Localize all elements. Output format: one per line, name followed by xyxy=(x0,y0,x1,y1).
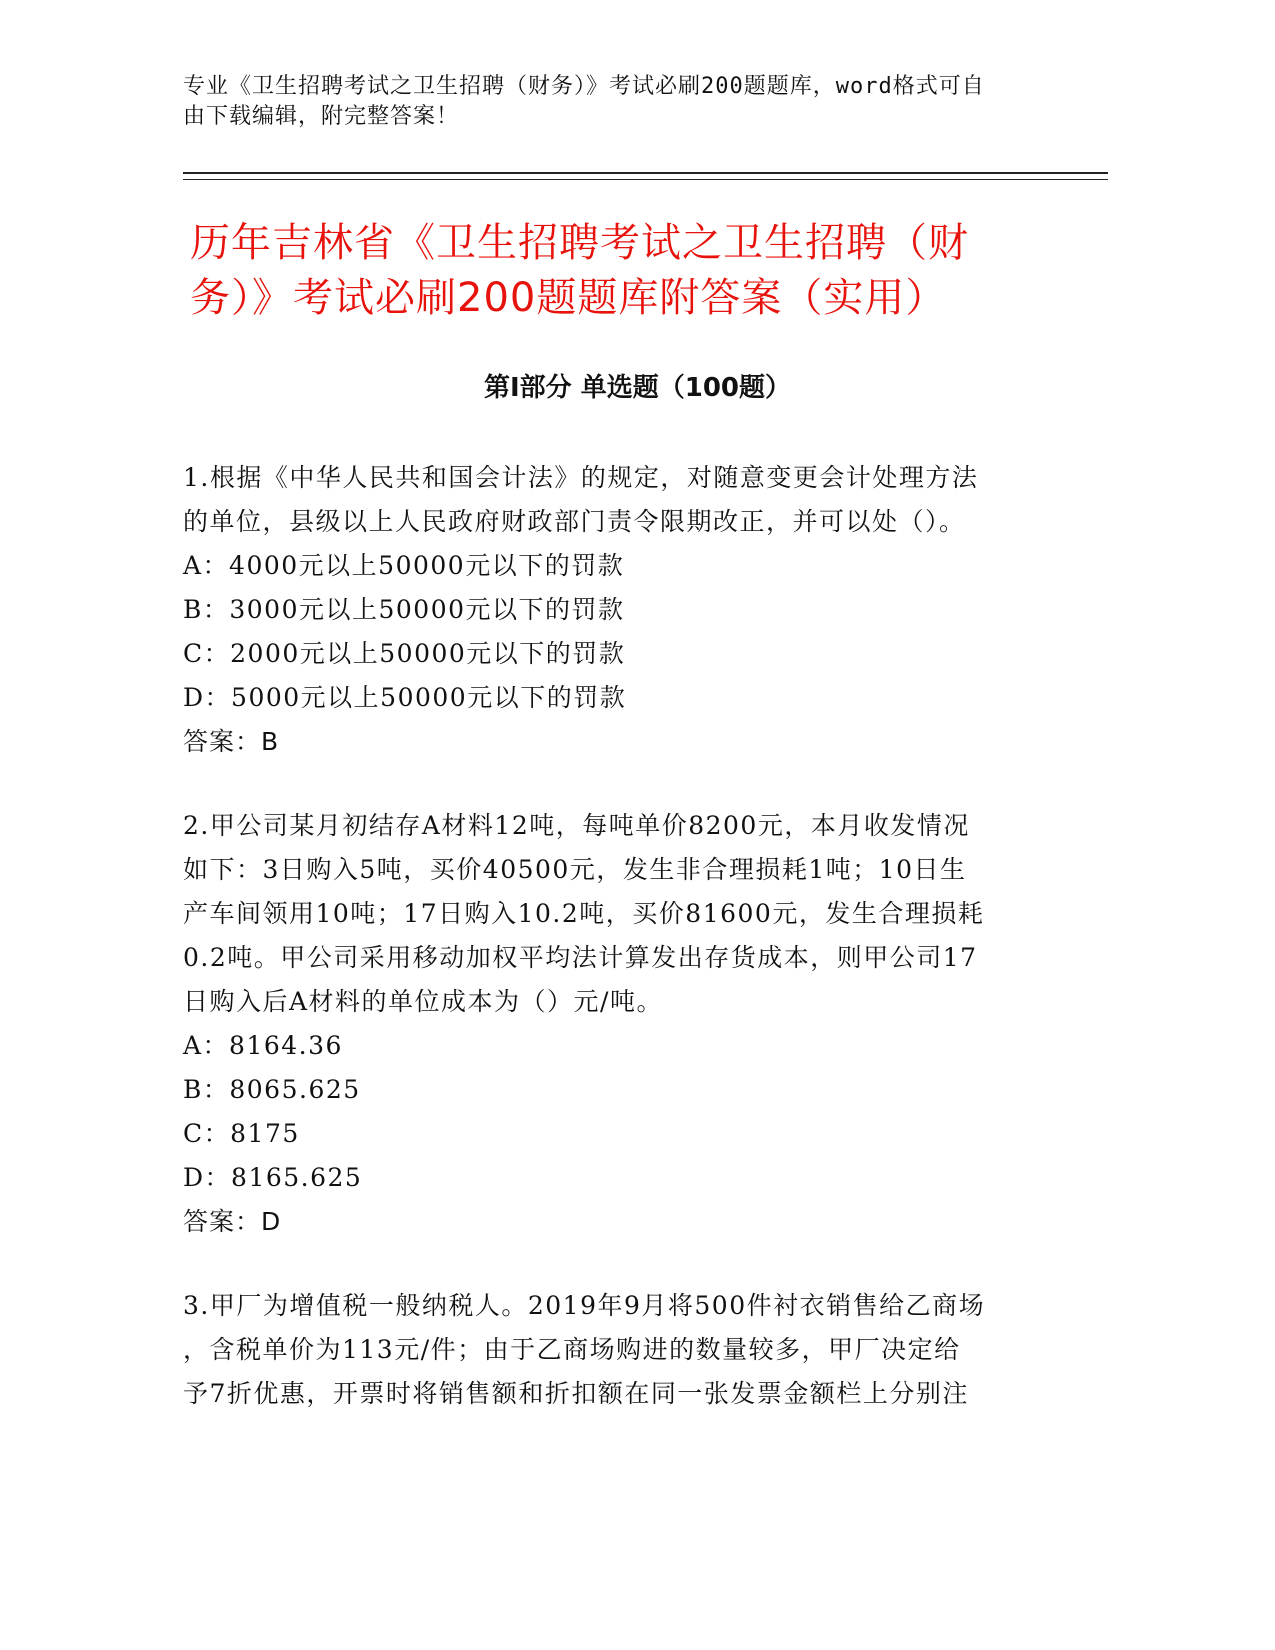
question-stem-line: 日购入后A材料的单位成本为（）元/吨。 xyxy=(183,987,663,1016)
question-stem-line: 1.根据《中华人民共和国会计法》的规定，对随意变更会计处理方法 xyxy=(183,463,979,492)
option-b: B：3000元以上50000元以下的罚款 xyxy=(183,595,625,624)
question-stem-line: 的单位，县级以上人民政府财政部门责令限期改正，并可以处（）。 xyxy=(183,507,966,536)
option-d: D：8165.625 xyxy=(183,1163,363,1192)
document-title-line: 务）》考试必刷200题题库附答案（实用） xyxy=(190,275,947,321)
question-stem-line: 2.甲公司某月初结存A材料12吨，每吨单价8200元，本月收发情况 xyxy=(183,811,970,840)
option-c: C：8175 xyxy=(183,1119,300,1148)
question-stem-line: 如下：3日购入5吨，买价40500元，发生非合理损耗1吨；10日生 xyxy=(183,855,967,884)
question-2 xyxy=(183,804,1028,1244)
question-1 xyxy=(183,456,1028,764)
question-stem-line: 0.2吨。甲公司采用移动加权平均法计算发出存货成本，则甲公司17 xyxy=(183,943,978,972)
option-b: B：8065.625 xyxy=(183,1075,361,1104)
document-title xyxy=(190,216,1050,326)
answer: 答案：D xyxy=(183,1207,282,1236)
question-stem-line: 产车间领用10吨；17日购入10.2吨，买价81600元，发生合理损耗 xyxy=(183,899,985,928)
header-note xyxy=(183,72,1063,132)
option-a: A：4000元以上50000元以下的罚款 xyxy=(183,551,625,580)
header-note-line: 专业《卫生招聘考试之卫生招聘（财务）》考试必刷200题题库，word格式可自 xyxy=(183,74,985,99)
option-d: D：5000元以上50000元以下的罚款 xyxy=(183,683,627,712)
header-divider-thin xyxy=(183,179,1108,180)
header-divider-thick xyxy=(183,172,1108,174)
question-stem-line: 予7折优惠，开票时将销售额和折扣额在同一张发票金额栏上分别注 xyxy=(183,1379,969,1408)
option-a: A：8164.36 xyxy=(183,1031,343,1060)
answer: 答案：B xyxy=(183,727,280,756)
question-stem-line: ，含税单价为113元/件；由于乙商场购进的数量较多，甲厂决定给 xyxy=(183,1335,961,1364)
document-title-line: 历年吉林省《卫生招聘考试之卫生招聘（财 xyxy=(190,220,969,266)
option-c: C：2000元以上50000元以下的罚款 xyxy=(183,639,626,668)
question-stem-line: 3.甲厂为增值税一般纳税人。2019年9月将500件衬衣销售给乙商场 xyxy=(183,1291,986,1320)
question-3 xyxy=(183,1284,1028,1416)
section-title: 第Ⅰ部分 单选题（100题） xyxy=(484,373,791,403)
header-note-line: 由下载编辑，附完整答案！ xyxy=(183,104,460,129)
